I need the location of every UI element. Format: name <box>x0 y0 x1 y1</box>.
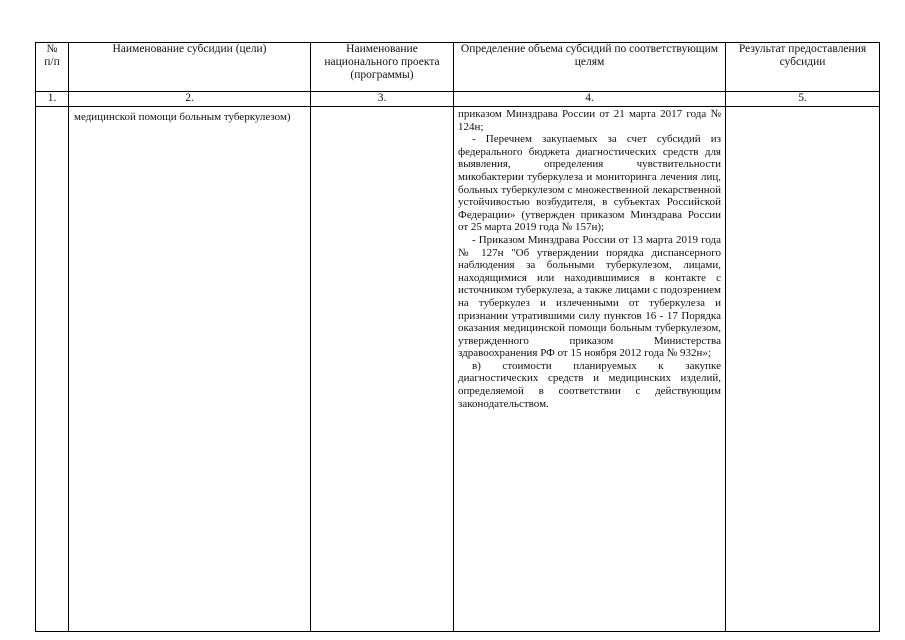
header-number: № п/п <box>36 43 69 92</box>
cell-row-number <box>36 107 69 632</box>
subsidy-table <box>35 42 880 632</box>
cell-result <box>726 107 880 632</box>
definition-paragraph-3: - Приказом Минздрава России от 13 марта 2019 года № 127н "Об утверждении порядка диспансерного наблюдения за больными туберкулезом, лицами, находящимися или находившимися в контакте с источником туберкулеза, а также лицами с подозрением на туберкулез и излеченными от туберкулеза и признании утратившими силу пунктов 16 - 17 Порядка оказания медицинской помощи больным туберкулезом, утвержденного приказом Министерства здравоохранения РФ от 15 ноября 2012 года № 932н»; <box>458 233 721 360</box>
header-definition: Определение объема субсидий по соответствующим целям <box>454 43 726 92</box>
subsidy-name-text: медицинской помощи больным туберкулезом) <box>74 111 291 123</box>
definition-paragraph-4: в) стоимости планируемых к закупке диагностических средств и медицинских изделий, определяемой в соответствии с действующим законодательством. <box>458 359 721 410</box>
column-number-3: 3. <box>311 92 454 107</box>
header-subsidy-name: Наименование субсидии (цели) <box>69 43 311 92</box>
column-number-1: 1. <box>36 92 69 107</box>
header-national-project: Наименование национального проекта (программы) <box>311 43 454 92</box>
cell-subsidy-name <box>69 107 311 632</box>
column-number-row <box>36 92 880 107</box>
definition-paragraph-2: - Перечнем закупаемых за счет субсидий из федерального бюджета диагностических средств для выявления, определения чувствительности микобактерии туберкулеза и мониторинга лечения лиц, больных туберкулезом с множественной лекарственной устойчивостью возбудителя, в субъектах Российской Федерации» (утвержден приказом Минздрава России от 25 марта 2019 года № 157н); <box>458 133 721 234</box>
column-number-4: 4. <box>454 92 726 107</box>
cell-national-project <box>311 107 454 632</box>
definition-paragraph-1: приказом Минздрава России от 21 марта 2017 года № 124н; <box>458 108 721 133</box>
table-header-row <box>36 43 880 92</box>
cell-definition <box>454 107 726 632</box>
column-number-2: 2. <box>69 92 311 107</box>
header-result: Результат предоставления субсидии <box>726 43 880 92</box>
column-number-5: 5. <box>726 92 880 107</box>
table-row <box>36 107 880 632</box>
